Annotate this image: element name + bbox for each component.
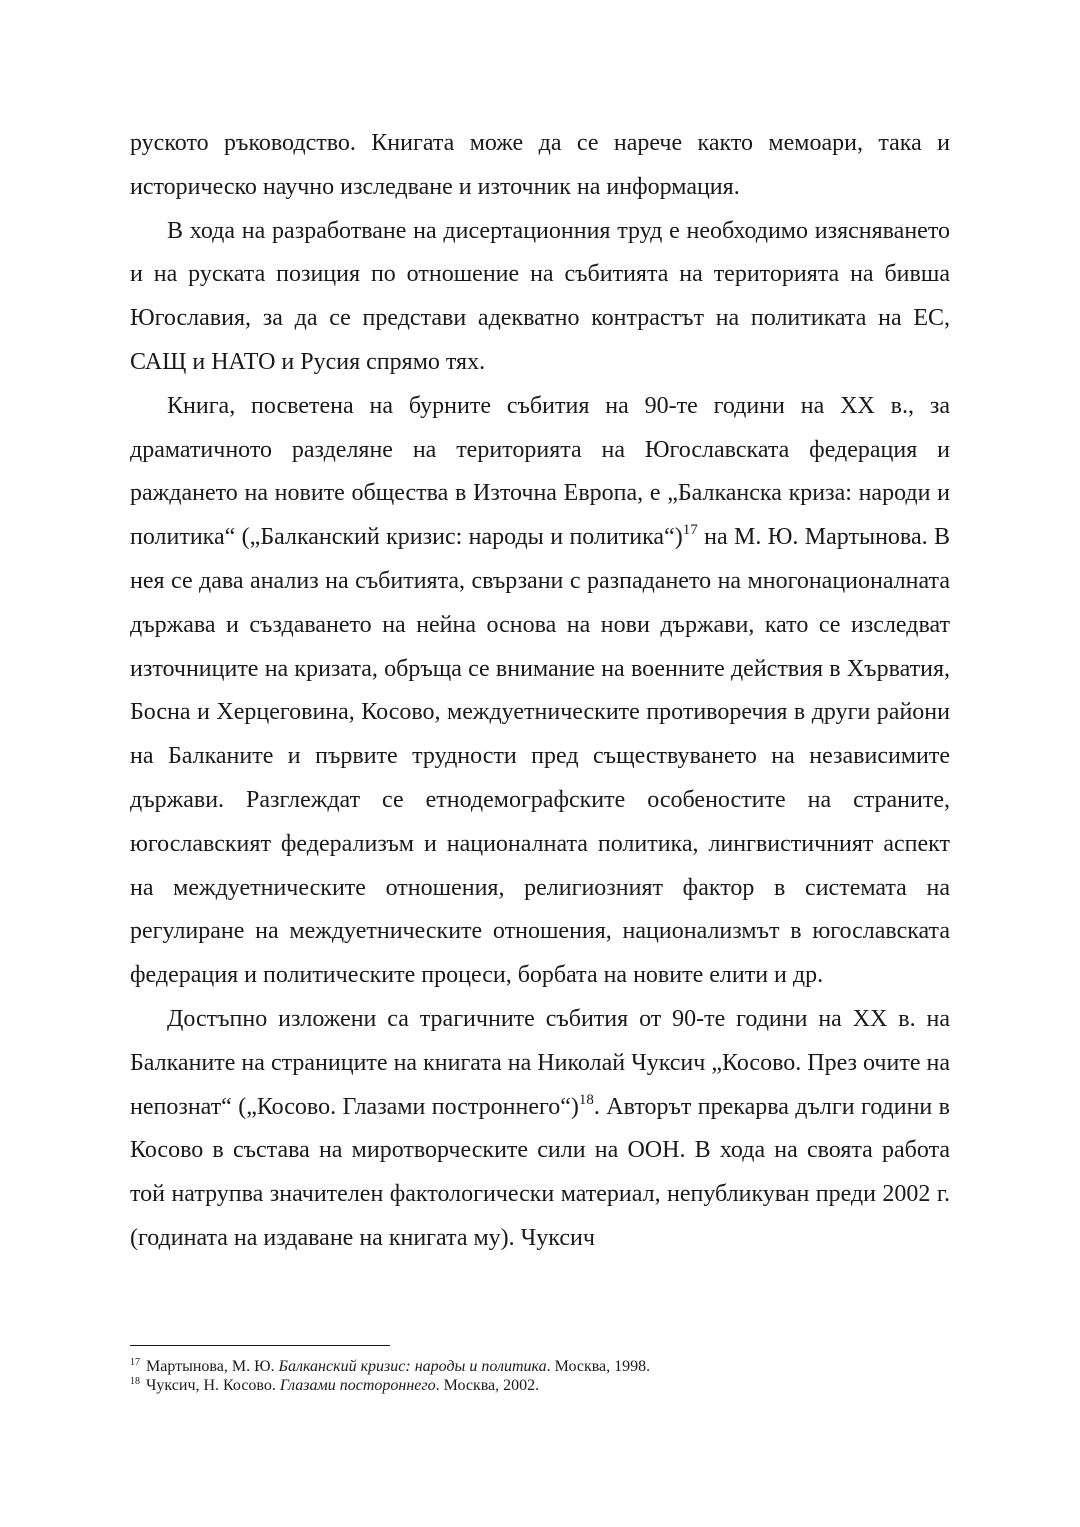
footnote-ref-17[interactable]: 17 [682,522,698,539]
paragraph-2-text: В хода на разработване на дисертационния труд е необходимо изясняването и на руската позиция по отношение на събитията на територията на бивша Югославия, за да се представи адекватно контрастът на политиката на ЕС, САЩ и НАТО и Русия спрямо тях. [130,217,950,375]
body-text [130,122,950,1261]
paragraph-4-text-before: Достъпно изложени са трагичните събития от 90-те години на XX в. на Балканите на страниците на книгата на Николай Чуксич „Косово. През очите на непознат“ („Косово. Глазами построннего“) [130,1005,950,1120]
paragraph-2 [130,210,950,385]
footnote-ref-18[interactable]: 18 [578,1091,594,1108]
paragraph-1 [130,122,950,210]
footnote-separator [130,1345,390,1346]
footnote-author: Мартынова, М. Ю. [146,1358,279,1375]
footnote-18 [130,1376,950,1395]
paragraph-3-text-before: Книга, посветена на бурните събития на 90-те години на XX в., за драматичното разделяне на територията на Югославската федерация и раждането на новите общества в Източна Европа, е „Балканска криза: народи и политика“ („Балканский кризис: народы и политика“) [130,392,950,551]
footnote-17 [130,1357,950,1376]
paragraph-4-text-after: . Авторът прекарва дълги години в Косово в състава на миротворческите сили на ООН. В хода на своята работа той натрупва значителен фактологически материал, непубликуван преди 2002 г. (годината на издаване на книгата му). Чуксич [130,1093,950,1251]
footnote-author: Чуксич, Н. Косово. [146,1377,280,1394]
paragraph-3 [130,385,950,998]
footnotes [130,1357,950,1395]
paragraph-1-text: руското ръководство. Книгата може да се нарече както мемоари, така и историческо научно изследване и източник на информация. [130,130,950,200]
footnote-publication: . Москва, 2002. [435,1377,540,1394]
footnote-publication: . Москва, 1998. [546,1358,651,1375]
footnote-number: 18 [130,1375,140,1387]
footnote-title: Балканский кризис: народы и политика [278,1358,547,1375]
footnote-number: 17 [130,1356,140,1368]
footnote-title: Глазами постороннего [279,1377,436,1394]
paragraph-3-text-after: на М. Ю. Мартынова. В нея се дава анализ на събитията, свързани с разпадането на многонационалната държава и създаването на нейна основа на нови държави, като се изследват източниците на кризата, обръща се внимание на военните действия в Хърватия, Босна и Херцеговина, Косово, междуетническите противоречия в други райони на Балканите и първите трудности пред съществуването на независимите държави. Разглеждат се етнодемографските особеностите на страните, югославският федерализъм и националната политика, лингвистичният аспект на междуетническите отношения, религиозният фактор в системата на регулиране на междуетническите отношения, национализмът в югославската федерация и политическите процеси, борбата на новите елити и др. [130,524,951,989]
paragraph-4 [130,998,950,1261]
